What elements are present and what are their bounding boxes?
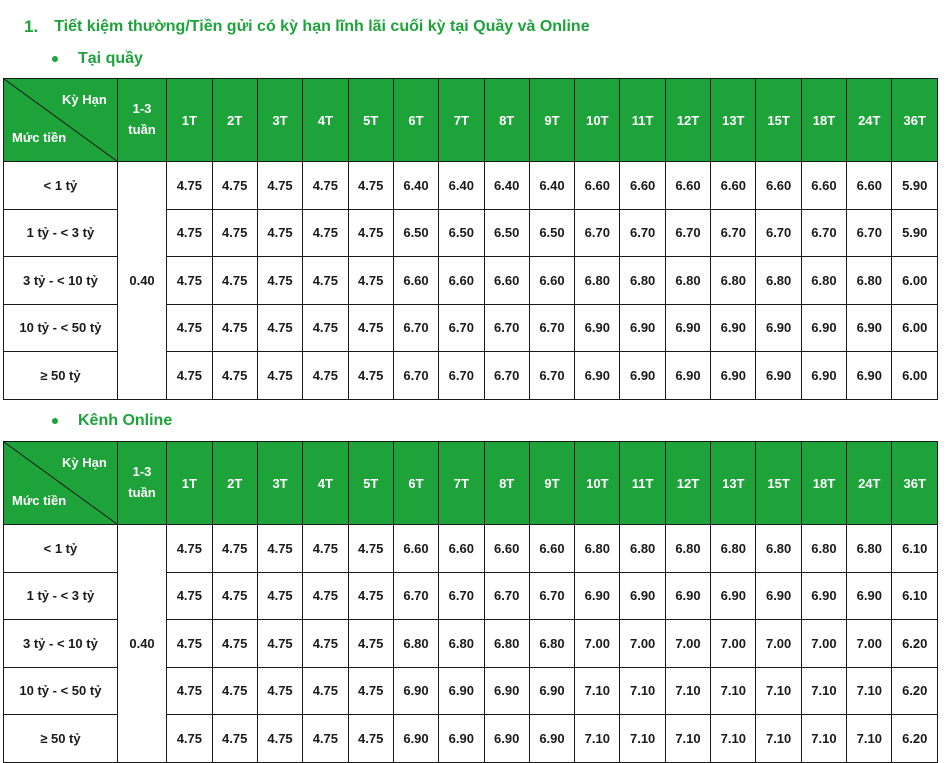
rate-cell: 6.90	[847, 304, 892, 352]
rate-cell: 6.90	[711, 304, 756, 352]
rate-cell: 6.70	[484, 572, 529, 620]
rate-cell: 4.75	[348, 209, 393, 257]
rate-cell: 6.60	[847, 162, 892, 210]
rate-cell: 4.75	[303, 162, 348, 210]
rate-cell: 4.75	[303, 667, 348, 715]
term-header-cell: 9T	[529, 442, 574, 525]
rate-cell: 4.75	[167, 667, 212, 715]
rate-cell: 4.75	[167, 525, 212, 573]
term-header-cell: 3T	[257, 442, 302, 525]
rate-cell: 4.75	[257, 572, 302, 620]
term-header-cell: 1T	[167, 79, 212, 162]
corner-header-cell	[4, 442, 118, 525]
rate-cell: 6.80	[711, 257, 756, 305]
rate-cell: 6.80	[711, 525, 756, 573]
rate-cell: 6.90	[756, 304, 801, 352]
rate-cell: 6.90	[484, 667, 529, 715]
term-header-cell: 10T	[575, 79, 620, 162]
rate-cell: 6.70	[575, 209, 620, 257]
rate-cell: 6.90	[393, 715, 438, 763]
rate-cell: 6.70	[620, 209, 665, 257]
rate-cell: 7.10	[711, 667, 756, 715]
term-axis-label: Kỳ Hạn	[62, 455, 107, 470]
rate-cell: 6.90	[711, 352, 756, 400]
rate-cell: 6.90	[665, 352, 710, 400]
weeks-header-unit: tuần	[128, 485, 156, 500]
rate-cell: 6.60	[801, 162, 846, 210]
rate-cell: 6.90	[575, 304, 620, 352]
rate-cell: 6.70	[439, 572, 484, 620]
rate-cell: 7.00	[711, 620, 756, 668]
rate-cell: 6.90	[847, 352, 892, 400]
rate-cell: 4.75	[303, 209, 348, 257]
rate-cell: 4.75	[167, 572, 212, 620]
term-header-cell: 7T	[439, 79, 484, 162]
rate-cell: 6.90	[439, 715, 484, 763]
rate-cell: 7.10	[711, 715, 756, 763]
rate-cell: 7.10	[665, 667, 710, 715]
rate-cell: 6.60	[393, 525, 438, 573]
term-header-cell: 8T	[484, 79, 529, 162]
term-header-cell: 2T	[212, 79, 257, 162]
rate-cell: 6.70	[711, 209, 756, 257]
term-header-cell: 13T	[711, 79, 756, 162]
rate-cell: 4.75	[303, 525, 348, 573]
rate-cell: 6.60	[439, 525, 484, 573]
term-header-cell: 12T	[665, 442, 710, 525]
term-header-cell: 6T	[393, 442, 438, 525]
rate-cell: 6.90	[484, 715, 529, 763]
rate-cell: 4.75	[257, 667, 302, 715]
rate-cell: 4.75	[212, 525, 257, 573]
term-header-cell: 8T	[484, 442, 529, 525]
rate-cell: 6.90	[847, 572, 892, 620]
term-header-cell: 11T	[620, 442, 665, 525]
rate-cell: 6.00	[892, 257, 938, 305]
rate-cell: 6.80	[801, 525, 846, 573]
rate-cell: 6.90	[711, 572, 756, 620]
rate-cell: 7.00	[847, 620, 892, 668]
amount-tier-cell: < 1 tỷ	[4, 162, 118, 210]
rate-cell: 6.90	[620, 304, 665, 352]
amount-tier-cell: 10 tỷ - < 50 tỷ	[4, 304, 118, 352]
rate-cell: 4.75	[303, 352, 348, 400]
rate-cell: 6.50	[439, 209, 484, 257]
amount-tier-cell: ≥ 50 tỷ	[4, 352, 118, 400]
rate-cell: 5.90	[892, 209, 938, 257]
rate-cell: 7.10	[756, 667, 801, 715]
rate-cell: 4.75	[348, 572, 393, 620]
rate-cell: 4.75	[167, 352, 212, 400]
term-header-cell: 4T	[303, 79, 348, 162]
rate-cell: 4.75	[212, 304, 257, 352]
rate-cell: 4.75	[167, 620, 212, 668]
rate-cell: 6.00	[892, 352, 938, 400]
rate-cell: 7.10	[620, 667, 665, 715]
rate-cell: 7.10	[801, 715, 846, 763]
rate-cell: 4.75	[257, 525, 302, 573]
term-header-cell: 9T	[529, 79, 574, 162]
rate-cell: 7.00	[575, 620, 620, 668]
rate-cell: 6.60	[575, 162, 620, 210]
rate-cell: 6.50	[393, 209, 438, 257]
term-header-cell: 24T	[847, 442, 892, 525]
rate-cell: 4.75	[303, 715, 348, 763]
section-heading	[24, 14, 590, 40]
rate-cell: 7.10	[801, 667, 846, 715]
rate-cell: 6.70	[439, 304, 484, 352]
term-header-cell: 7T	[439, 442, 484, 525]
rate-cell: 6.10	[892, 525, 938, 573]
rate-cell: 6.80	[620, 525, 665, 573]
rate-cell: 6.70	[529, 572, 574, 620]
rate-cell: 6.20	[892, 715, 938, 763]
rate-cell: 6.70	[393, 352, 438, 400]
term-header-cell: 18T	[801, 79, 846, 162]
rate-cell: 6.80	[575, 257, 620, 305]
rate-cell: 6.90	[620, 572, 665, 620]
rate-cell: 6.70	[756, 209, 801, 257]
rate-cell: 6.70	[529, 304, 574, 352]
term-header-cell: 2T	[212, 442, 257, 525]
weeks-rate-cell: 0.40	[117, 525, 166, 763]
rate-cell: 6.80	[665, 257, 710, 305]
rate-cell: 4.75	[257, 715, 302, 763]
rate-cell: 6.90	[575, 572, 620, 620]
rate-cell: 6.70	[393, 572, 438, 620]
bullet-dot-icon	[52, 56, 58, 62]
term-header-cell: 4T	[303, 442, 348, 525]
rate-cell: 4.75	[167, 162, 212, 210]
term-header-cell: 13T	[711, 442, 756, 525]
rate-cell: 4.75	[257, 209, 302, 257]
rate-cell: 6.80	[529, 620, 574, 668]
rate-cell: 6.60	[620, 162, 665, 210]
rate-cell: 4.75	[167, 257, 212, 305]
rate-cell: 6.90	[665, 304, 710, 352]
header-row	[4, 79, 938, 162]
term-axis-label: Kỳ Hạn	[62, 92, 107, 107]
weeks-header-unit: tuần	[128, 122, 156, 137]
rate-cell: 4.75	[212, 620, 257, 668]
rate-cell: 6.80	[393, 620, 438, 668]
rate-cell: 4.75	[348, 352, 393, 400]
amount-tier-cell: 10 tỷ - < 50 tỷ	[4, 667, 118, 715]
term-header-cell: 3T	[257, 79, 302, 162]
rate-cell: 6.60	[484, 257, 529, 305]
rate-cell: 4.75	[212, 257, 257, 305]
amount-tier-cell: 3 tỷ - < 10 tỷ	[4, 257, 118, 305]
corner-header-cell	[4, 79, 118, 162]
rate-cell: 4.75	[167, 715, 212, 763]
term-header-cell: 5T	[348, 442, 393, 525]
rate-cell: 4.75	[212, 667, 257, 715]
amount-axis-label: Mức tiền	[12, 493, 67, 508]
rate-cell: 7.10	[665, 715, 710, 763]
rate-cell: 6.90	[801, 304, 846, 352]
rate-cell: 4.75	[212, 352, 257, 400]
section-number: 1.	[24, 17, 39, 36]
table-row	[4, 525, 938, 573]
subsection-title: Tại quầy	[78, 50, 143, 67]
rate-cell: 6.50	[529, 209, 574, 257]
rate-cell: 7.10	[847, 667, 892, 715]
term-header-cell: 36T	[892, 79, 938, 162]
rate-table-online	[3, 441, 938, 763]
rate-cell: 4.75	[348, 667, 393, 715]
rate-cell: 7.00	[620, 620, 665, 668]
section-title: Tiết kiệm thường/Tiền gửi có kỳ hạn lĩnh lãi cuối kỳ tại Quầy và Online	[54, 18, 590, 35]
rate-cell: 6.50	[484, 209, 529, 257]
rate-cell: 6.70	[847, 209, 892, 257]
rate-cell: 7.10	[575, 715, 620, 763]
rate-cell: 4.75	[167, 304, 212, 352]
rate-cell: 6.70	[801, 209, 846, 257]
rate-cell: 6.90	[620, 352, 665, 400]
rate-cell: 4.75	[257, 257, 302, 305]
weeks-header-range: 1-3	[132, 464, 152, 480]
rate-cell: 6.80	[484, 620, 529, 668]
rate-cell: 6.60	[393, 257, 438, 305]
rate-cell: 4.75	[348, 257, 393, 305]
rate-cell: 6.90	[756, 572, 801, 620]
term-header-cell: 5T	[348, 79, 393, 162]
rate-cell: 5.90	[892, 162, 938, 210]
rate-cell: 6.80	[665, 525, 710, 573]
rate-cell: 7.10	[847, 715, 892, 763]
rate-cell: 4.75	[257, 304, 302, 352]
rate-cell: 6.70	[484, 352, 529, 400]
rate-cell: 6.90	[575, 352, 620, 400]
term-header-cell: 11T	[620, 79, 665, 162]
rate-cell: 6.70	[665, 209, 710, 257]
rate-cell: 7.10	[620, 715, 665, 763]
term-header-cell: 1T	[167, 442, 212, 525]
rate-cell: 4.75	[303, 572, 348, 620]
rate-cell: 6.40	[393, 162, 438, 210]
rate-cell: 4.75	[257, 352, 302, 400]
rate-cell: 7.00	[665, 620, 710, 668]
amount-tier-cell: ≥ 50 tỷ	[4, 715, 118, 763]
rate-cell: 6.40	[529, 162, 574, 210]
amount-tier-cell: 3 tỷ - < 10 tỷ	[4, 620, 118, 668]
subsection-title: Kênh Online	[78, 412, 173, 429]
rate-cell: 4.75	[167, 209, 212, 257]
rate-cell: 6.60	[756, 162, 801, 210]
rate-cell: 4.75	[303, 620, 348, 668]
rate-cell: 6.80	[439, 620, 484, 668]
term-header-cell: 24T	[847, 79, 892, 162]
subsection-online	[52, 409, 172, 433]
rate-cell: 6.80	[847, 525, 892, 573]
term-header-cell: 15T	[756, 79, 801, 162]
term-header-cell: 12T	[665, 79, 710, 162]
rate-cell: 6.80	[575, 525, 620, 573]
amount-tier-cell: < 1 tỷ	[4, 525, 118, 573]
rate-cell: 6.90	[393, 667, 438, 715]
rate-cell: 6.80	[756, 525, 801, 573]
rate-cell: 6.90	[529, 667, 574, 715]
rate-cell: 6.60	[529, 257, 574, 305]
rate-cell: 6.80	[620, 257, 665, 305]
rate-cell: 4.75	[348, 715, 393, 763]
subsection-counter	[52, 47, 143, 71]
rate-cell: 6.70	[484, 304, 529, 352]
rate-cell: 6.90	[801, 572, 846, 620]
term-header-cell: 6T	[393, 79, 438, 162]
rate-cell: 6.60	[711, 162, 756, 210]
rate-cell: 6.90	[529, 715, 574, 763]
table-row	[4, 162, 938, 210]
term-header-cell: 10T	[575, 442, 620, 525]
rate-cell: 6.80	[801, 257, 846, 305]
bullet-dot-icon	[52, 418, 58, 424]
rate-cell: 4.75	[348, 620, 393, 668]
header-row	[4, 442, 938, 525]
rate-cell: 6.70	[393, 304, 438, 352]
weeks-header-cell	[117, 79, 166, 162]
rate-cell: 4.75	[348, 162, 393, 210]
amount-axis-label: Mức tiền	[12, 130, 67, 145]
rate-cell: 4.75	[212, 715, 257, 763]
rate-cell: 4.75	[257, 162, 302, 210]
rate-cell: 7.00	[756, 620, 801, 668]
rate-cell: 4.75	[212, 572, 257, 620]
rate-cell: 6.40	[484, 162, 529, 210]
rate-cell: 6.20	[892, 667, 938, 715]
rate-cell: 6.90	[439, 667, 484, 715]
rate-cell: 6.60	[529, 525, 574, 573]
rate-cell: 6.80	[756, 257, 801, 305]
rate-cell: 6.70	[529, 352, 574, 400]
amount-tier-cell: 1 tỷ - < 3 tỷ	[4, 209, 118, 257]
term-header-cell: 36T	[892, 442, 938, 525]
weeks-header-range: 1-3	[132, 101, 152, 117]
rate-cell: 6.10	[892, 572, 938, 620]
weeks-rate-cell: 0.40	[117, 162, 166, 400]
rate-cell: 4.75	[257, 620, 302, 668]
rate-cell: 6.20	[892, 620, 938, 668]
term-header-cell: 15T	[756, 442, 801, 525]
rate-table-counter	[3, 78, 938, 400]
rate-cell: 4.75	[303, 304, 348, 352]
rate-cell: 6.80	[847, 257, 892, 305]
rate-cell: 4.75	[303, 257, 348, 305]
rate-cell: 6.90	[801, 352, 846, 400]
rate-cell: 4.75	[348, 525, 393, 573]
rate-cell: 6.60	[665, 162, 710, 210]
term-header-cell: 18T	[801, 442, 846, 525]
rate-cell: 7.10	[756, 715, 801, 763]
rate-cell: 6.40	[439, 162, 484, 210]
rate-cell: 6.70	[439, 352, 484, 400]
rate-cell: 6.60	[439, 257, 484, 305]
rate-cell: 4.75	[348, 304, 393, 352]
rate-cell: 6.00	[892, 304, 938, 352]
weeks-header-cell	[117, 442, 166, 525]
rate-cell: 6.90	[665, 572, 710, 620]
rate-cell: 7.10	[575, 667, 620, 715]
amount-tier-cell: 1 tỷ - < 3 tỷ	[4, 572, 118, 620]
rate-cell: 6.90	[756, 352, 801, 400]
rate-cell: 6.60	[484, 525, 529, 573]
rate-cell: 4.75	[212, 162, 257, 210]
rate-cell: 7.00	[801, 620, 846, 668]
rate-cell: 4.75	[212, 209, 257, 257]
